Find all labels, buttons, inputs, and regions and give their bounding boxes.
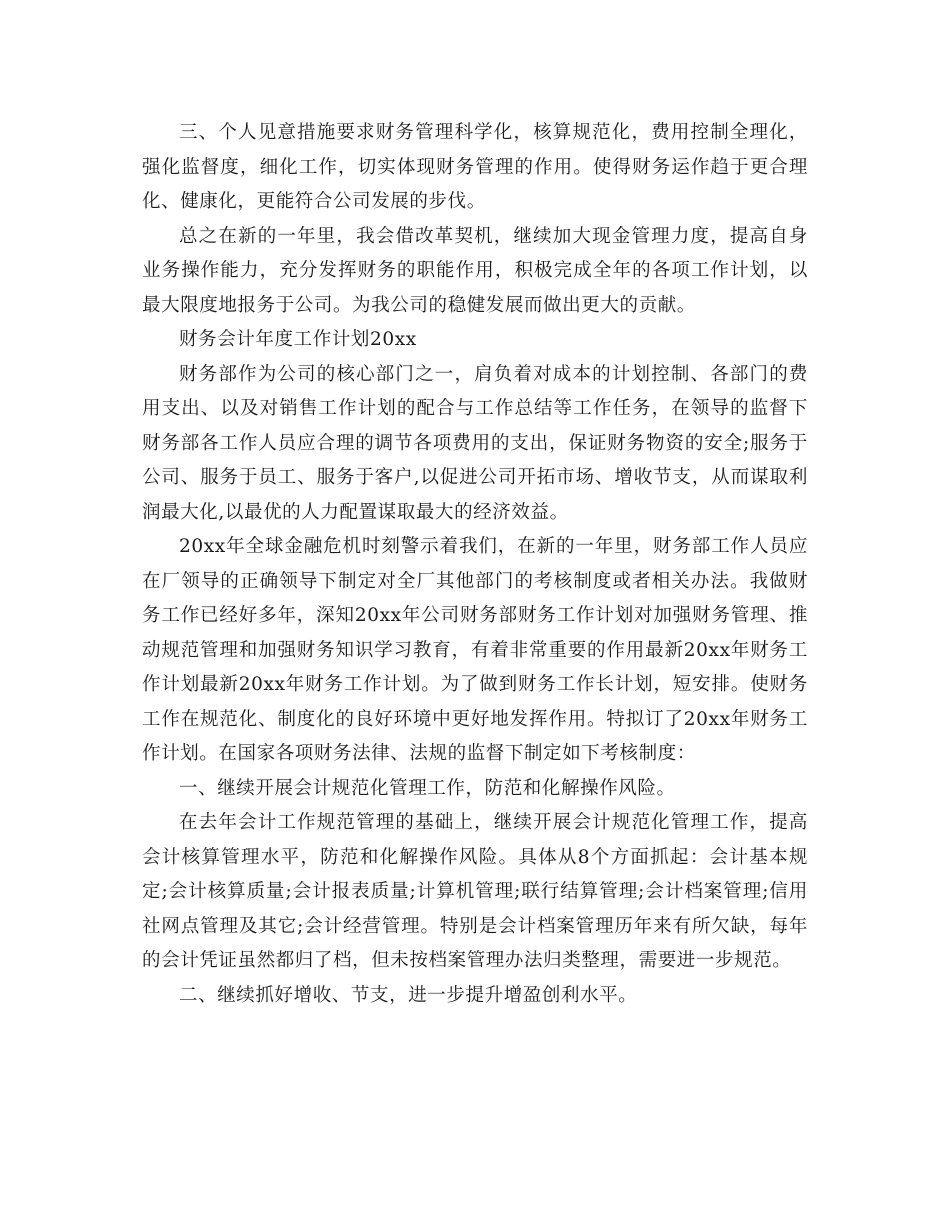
document-body [142,116,808,1013]
paragraph-annual-plan: 20xx年全球金融危机时刻警示着我们，在新的一年里，财务部工作人员应在厂领导的正确领导下制定对全厂其他部门的考核制度或者相关办法。我做财务工作已经好多年，深知20xx年公司财务部财务工作计划对加强财务管理、推动规范管理和加强财务知识学习教育，有着非常重要的作用最新20xx年财务工作计划最新20xx年财务工作计划。为了做到财务工作长计划，短安排。使财务工作在规范化、制度化的良好环境中更好地发挥作用。特拟订了20xx年财务工作计划。在国家各项财务法律、法规的监督下制定如下考核制度： [142,536,808,764]
paragraph-finance-dept-role: 财务部作为公司的核心部门之一，肩负着对成本的计划控制、各部门的费用支出、以及对销售工作计划的配合与工作总结等工作任务，在领导的监督下财务部各工作人员应合理的调节各项费用的支出，保证财务物资的安全;服务于公司、服务于员工、服务于客户,以促进公司开拓市场、增收节支，从而谋取利润最大化,以最优的人力配置谋取最大的经济效益。 [142,363,808,523]
paragraph-accounting-standards: 在去年会计工作规范管理的基础上，继续开展会计规范化管理工作，提高会计核算管理水平，防范和化解操作风险。具体从8个方面抓起：会计基本规定;会计核算质量;会计报表质量;计算机管理;联行结算管理;会计档案管理;信用社网点管理及其它;会计经营管理。特别是会计档案管理历年来有所欠缺，每年的会计凭证虽然都归了档，但未按档案管理办法归类整理，需要进一步规范。 [142,812,808,971]
section-title: 财务会计年度工作计划20xx [179,329,417,350]
paragraph-conclusion: 总之在新的一年里，我会借改革契机，继续加大现金管理力度，提高自身业务操作能力，充分发挥财务的职能作用，积极完成全年的各项工作计划，以最大限度地报务于公司。为我公司的稳健发展而做出更大的贡献。 [142,225,808,316]
paragraph-personal-measures: 三、个人见意措施要求财务管理科学化，核算规范化，费用控制全理化，强化监督度，细化工作，切实体现财务管理的作用。使得财务运作趋于更合理化、健康化，更能符合公司发展的步伐。 [142,122,808,212]
heading-item-one: 一、继续开展会计规范化管理工作，防范和化解操作风险。 [179,777,676,799]
heading-item-two: 二、继续抓好增收、节支，进一步提升增盈创利水平。 [179,984,638,1006]
